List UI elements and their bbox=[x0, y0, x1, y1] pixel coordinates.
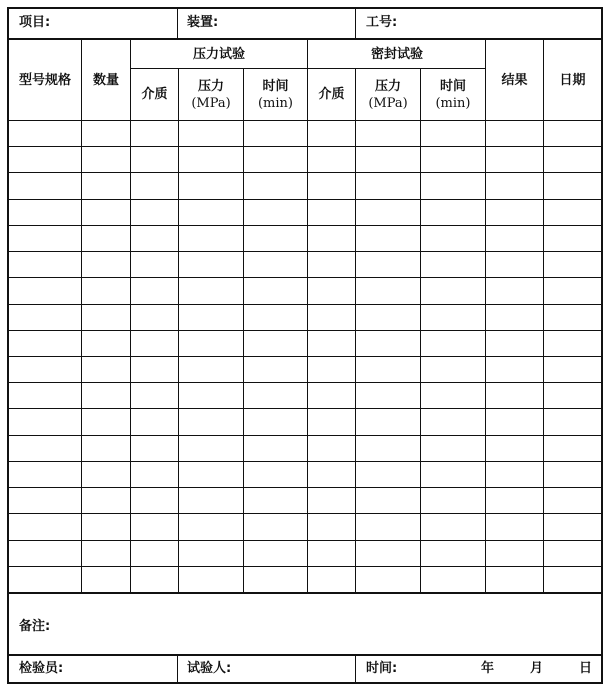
time-label: 时间 bbox=[262, 78, 289, 94]
table-row bbox=[9, 566, 601, 567]
footer-divider-1 bbox=[177, 654, 178, 682]
table-row bbox=[9, 304, 601, 305]
time-unit: (min) bbox=[257, 95, 293, 111]
col-tightness-time bbox=[421, 69, 485, 120]
table-row bbox=[9, 330, 601, 331]
day-label: 日 bbox=[579, 661, 593, 676]
pressure-test-record-form bbox=[7, 7, 603, 684]
tester-label: 试验人: bbox=[187, 661, 232, 676]
job-no-label: 工号: bbox=[366, 15, 398, 30]
col-pressure-test: 压力试验 bbox=[192, 46, 245, 62]
group-header-rule bbox=[130, 68, 486, 69]
col-pressure-medium: 介质 bbox=[141, 87, 168, 102]
col-tightness-medium: 介质 bbox=[318, 87, 345, 102]
device-label: 装置: bbox=[187, 15, 219, 30]
col-tightness-pressure bbox=[356, 69, 420, 120]
remarks-label: 备注: bbox=[19, 619, 51, 634]
table-row bbox=[9, 172, 601, 173]
grid-v-result bbox=[485, 38, 486, 592]
table-row bbox=[9, 199, 601, 200]
col-tightness-test: 密封试验 bbox=[370, 46, 423, 62]
header-divider-1 bbox=[177, 9, 178, 38]
time-unit: (min) bbox=[435, 95, 471, 111]
table-row bbox=[9, 540, 601, 541]
project-label: 项目: bbox=[19, 15, 51, 30]
time-label: 时间: bbox=[366, 661, 398, 676]
table-row bbox=[9, 461, 601, 462]
table-row bbox=[9, 225, 601, 226]
col-quantity: 数量 bbox=[92, 72, 119, 88]
col-pressure-pressure bbox=[179, 69, 243, 120]
grid-v-quantity bbox=[81, 38, 82, 592]
table-row bbox=[9, 251, 601, 252]
pressure-label: 压力 bbox=[374, 78, 401, 94]
col-date: 日期 bbox=[559, 72, 586, 88]
footer-divider-2 bbox=[355, 654, 356, 682]
table-bottom-rule bbox=[9, 592, 601, 594]
grid-v-date bbox=[543, 38, 544, 592]
grid-v-pressure-start bbox=[130, 38, 131, 592]
col-model-spec: 型号规格 bbox=[18, 72, 71, 88]
year-label: 年 bbox=[481, 661, 495, 676]
table-row bbox=[9, 408, 601, 409]
table-row bbox=[9, 146, 601, 147]
footer-top-rule bbox=[9, 654, 601, 656]
time-label: 时间 bbox=[439, 78, 466, 94]
month-label: 月 bbox=[530, 661, 544, 676]
pressure-label: 压力 bbox=[197, 78, 224, 94]
inspector-label: 检验员: bbox=[19, 661, 64, 676]
header-divider-2 bbox=[355, 9, 356, 38]
grid-v-tightness-start bbox=[307, 38, 308, 592]
pressure-unit: (MPa) bbox=[368, 95, 408, 111]
col-result: 结果 bbox=[501, 72, 528, 88]
column-header-bottom-rule bbox=[9, 120, 601, 121]
table-row bbox=[9, 356, 601, 357]
table-row bbox=[9, 382, 601, 383]
pressure-unit: (MPa) bbox=[191, 95, 231, 111]
table-row bbox=[9, 277, 601, 278]
table-row bbox=[9, 435, 601, 436]
table-row bbox=[9, 487, 601, 488]
table-row bbox=[9, 513, 601, 514]
col-pressure-time bbox=[244, 69, 307, 120]
